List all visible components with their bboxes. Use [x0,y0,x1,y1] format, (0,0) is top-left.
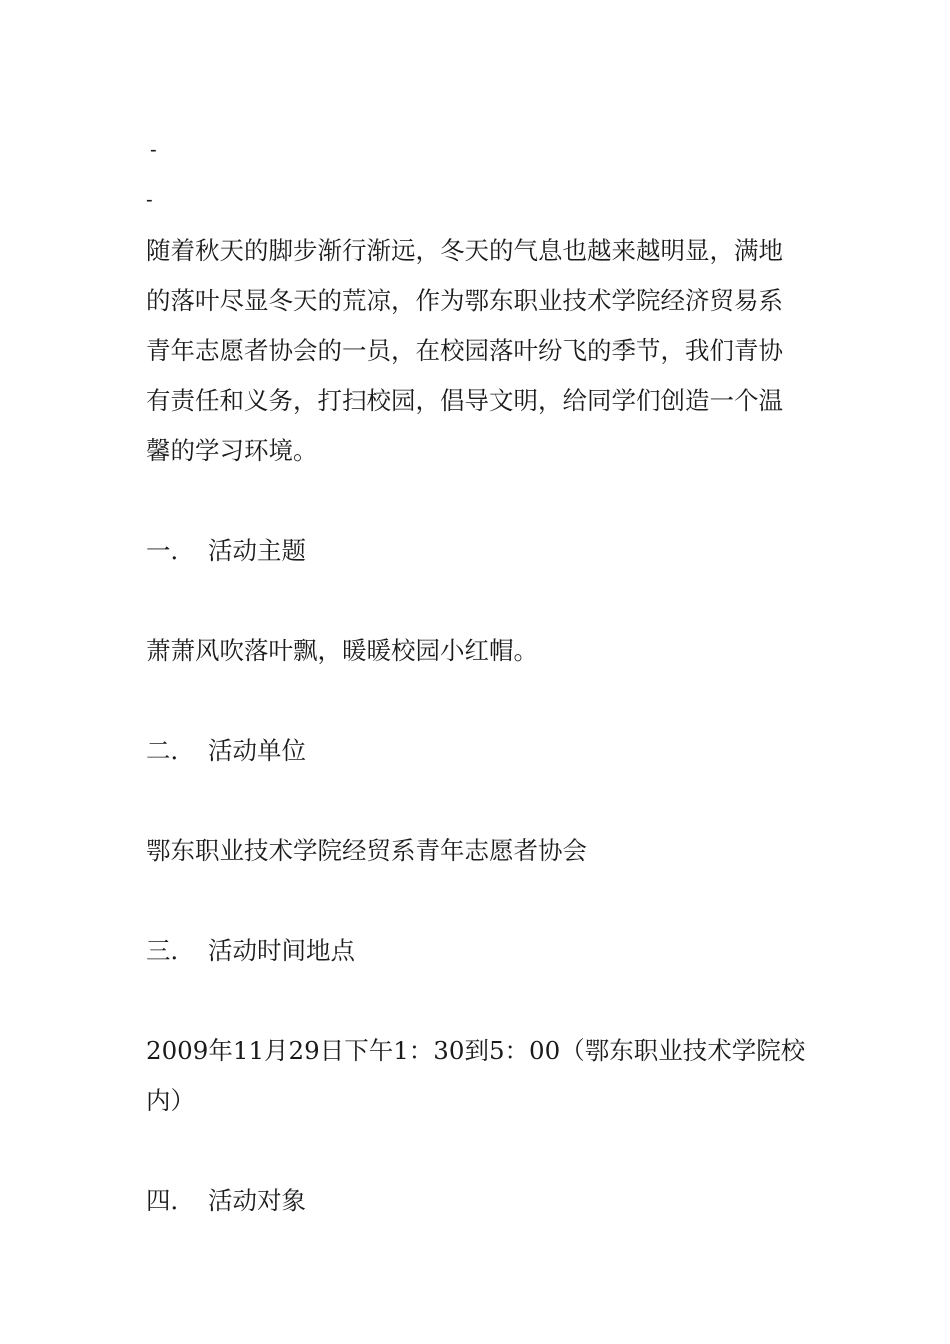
header-mark: - [146,189,153,211]
section-heading [146,926,806,976]
section-body: 2009年11月29日下午1：30到5：00（鄂东职业技术学院校内） [146,1036,806,1115]
section-body: 萧萧风吹落叶飘，暖暖校园小红帽。 [146,636,538,665]
section-number: 二． [146,736,195,765]
paragraph-spacer [146,776,806,826]
paragraph-spacer [146,876,806,926]
paragraph-spacer [146,576,806,626]
section-number: 三． [146,936,195,965]
section-title: 活动时间地点 [208,936,355,965]
paragraph-spacer [146,976,806,1026]
section-title: 活动单位 [208,736,306,765]
paragraph-spacer [146,1126,806,1176]
header-mark: - [150,139,157,161]
intro-paragraph: 随着秋天的脚步渐行渐远，冬天的气息也越来越明显，满地的落叶尽显冬天的荒凉，作为鄂东职业技术学院经济贸易系青年志愿者协会的一员，在校园落叶纷飞的季节，我们青协有责任和义务，打扫校园，倡导文明，给同学们创造一个温馨的学习环境。 [146,236,783,465]
section-heading [146,726,806,776]
section-heading [146,1176,806,1226]
section-body: 鄂东职业技术学院经贸系青年志愿者协会 [146,836,587,865]
paragraph-spacer [146,476,806,526]
section-title: 活动主题 [208,536,306,565]
section-number: 四． [146,1186,195,1215]
paragraph-spacer [146,676,806,726]
document-body [146,226,806,1226]
section-title: 活动对象 [208,1186,306,1215]
section-number: 一． [146,536,195,565]
section-heading [146,526,806,576]
